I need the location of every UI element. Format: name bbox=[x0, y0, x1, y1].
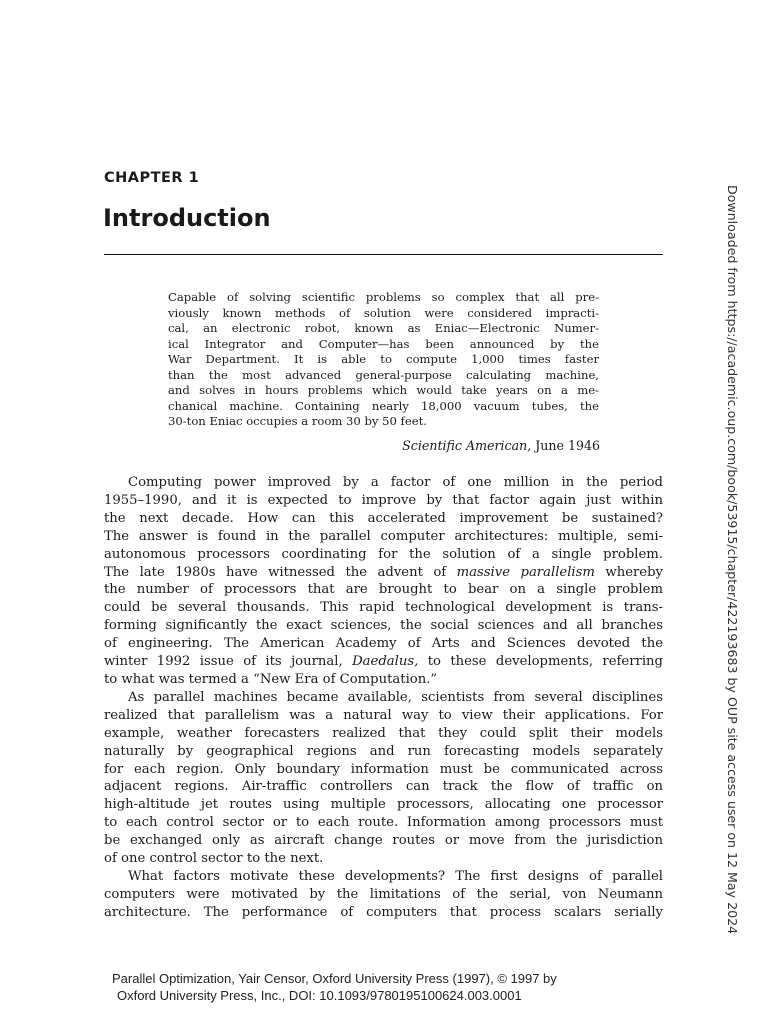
body-text-run: The late 1980s have witnessed the advent of bbox=[104, 564, 457, 580]
body-text-run: whereby bbox=[594, 564, 663, 580]
epigraph-line: cal, an electronic robot, known as Eniac—Electronic Numer- bbox=[168, 321, 599, 335]
citation-line: Parallel Optimization, Yair Censor, Oxford University Press (1997), © 1997 by bbox=[112, 971, 557, 986]
body-line: to each control sector or to each route. Information among processors must bbox=[104, 815, 663, 831]
body-line: Computing power improved by a factor of one million in the period bbox=[128, 475, 663, 490]
body-line: adjacent regions. Air-traffic controllers can track the flow of traffic on bbox=[104, 779, 663, 795]
epigraph-line: 30-ton Eniac occupies a room 30 by 50 feet. bbox=[168, 414, 427, 428]
body-line: be exchanged only as aircraft change routes or move from the jurisdiction bbox=[104, 833, 663, 849]
epigraph-line: War Department. It is able to compute 1,000 times faster bbox=[168, 352, 599, 366]
body-line: realized that parallelism was a natural way to view their applications. For bbox=[104, 707, 663, 723]
chapter-label: CHAPTER 1 bbox=[104, 170, 200, 186]
body-line: As parallel machines became available, scientists from several disciplines bbox=[128, 689, 663, 705]
citation-line: Oxford University Press, Inc., DOI: 10.1093/9780195100624.003.0001 bbox=[117, 988, 522, 1003]
attribution-source: Scientific American, bbox=[402, 438, 532, 453]
attribution-date: June 1946 bbox=[535, 438, 600, 453]
epigraph-line: viously known methods of solution were considered impracti- bbox=[168, 305, 599, 320]
body-line: the number of processors that are brought to bear on a single problem bbox=[104, 582, 663, 598]
body-line: example, weather forecasters realized that they could split their models bbox=[104, 725, 663, 741]
epigraph-line: ical Integrator and Computer—has been announced by the bbox=[168, 336, 599, 351]
body-text-run: winter 1992 issue of its journal, bbox=[104, 654, 353, 670]
chapter-title: Introduction bbox=[103, 204, 271, 232]
body-line bbox=[104, 653, 663, 671]
citation-footer bbox=[112, 970, 557, 1004]
body-line: autonomous processors coordinating for the solution of a single problem. bbox=[104, 546, 663, 562]
body-line: could be several thousands. This rapid technological development is trans- bbox=[104, 600, 663, 616]
body-line: computers were motivated by the limitations of the serial, von Neumann bbox=[104, 886, 663, 902]
body-line: 1955–1990, and it is expected to improve by that factor again just within bbox=[104, 492, 663, 508]
journal-name: Daedalus, bbox=[352, 654, 419, 670]
epigraph-line: than the most advanced general-purpose calculating machine, bbox=[168, 367, 599, 382]
body-line: to what was termed a “New Era of Computation.” bbox=[104, 671, 438, 687]
body-line: What factors motivate these developments? The first designs of parallel bbox=[128, 868, 663, 884]
emphasis-term: massive parallelism bbox=[456, 564, 595, 580]
body-line bbox=[104, 564, 663, 582]
body-line: architecture. The performance of computers that process scalars serially bbox=[104, 904, 663, 920]
title-rule bbox=[104, 254, 663, 255]
epigraph-attribution bbox=[402, 438, 600, 453]
body-line: of engineering. The American Academy of Arts and Sciences devoted the bbox=[104, 636, 663, 652]
epigraph-line: and solves in hours problems which would take years on a me- bbox=[168, 383, 599, 397]
body-line: naturally by geographical regions and run forecasting models separately bbox=[104, 743, 663, 759]
body-line: The answer is found in the parallel computer architectures: multiple, semi- bbox=[104, 528, 663, 544]
body-line: the next decade. How can this accelerated improvement be sustained? bbox=[104, 510, 663, 526]
body-line: of one control sector to the next. bbox=[104, 851, 324, 867]
body-text-run: to these developments, referring bbox=[418, 654, 663, 670]
download-watermark: Downloaded from https://academic.oup.com/book/53915/chapter/422193683 by OUP site access user on 12 May 2024 bbox=[725, 185, 740, 935]
body-line: high-altitude jet routes using multiple processors, allocating one processor bbox=[104, 797, 663, 813]
epigraph bbox=[168, 290, 599, 430]
body-text bbox=[104, 474, 663, 922]
body-line: for each region. Only boundary information must be communicated across bbox=[104, 761, 663, 777]
epigraph-line: Capable of solving scientific problems so complex that all pre- bbox=[168, 290, 599, 304]
epigraph-line: chanical machine. Containing nearly 18,000 vacuum tubes, the bbox=[168, 398, 599, 413]
body-line: forming significantly the exact sciences, the social sciences and all branches bbox=[104, 618, 663, 634]
